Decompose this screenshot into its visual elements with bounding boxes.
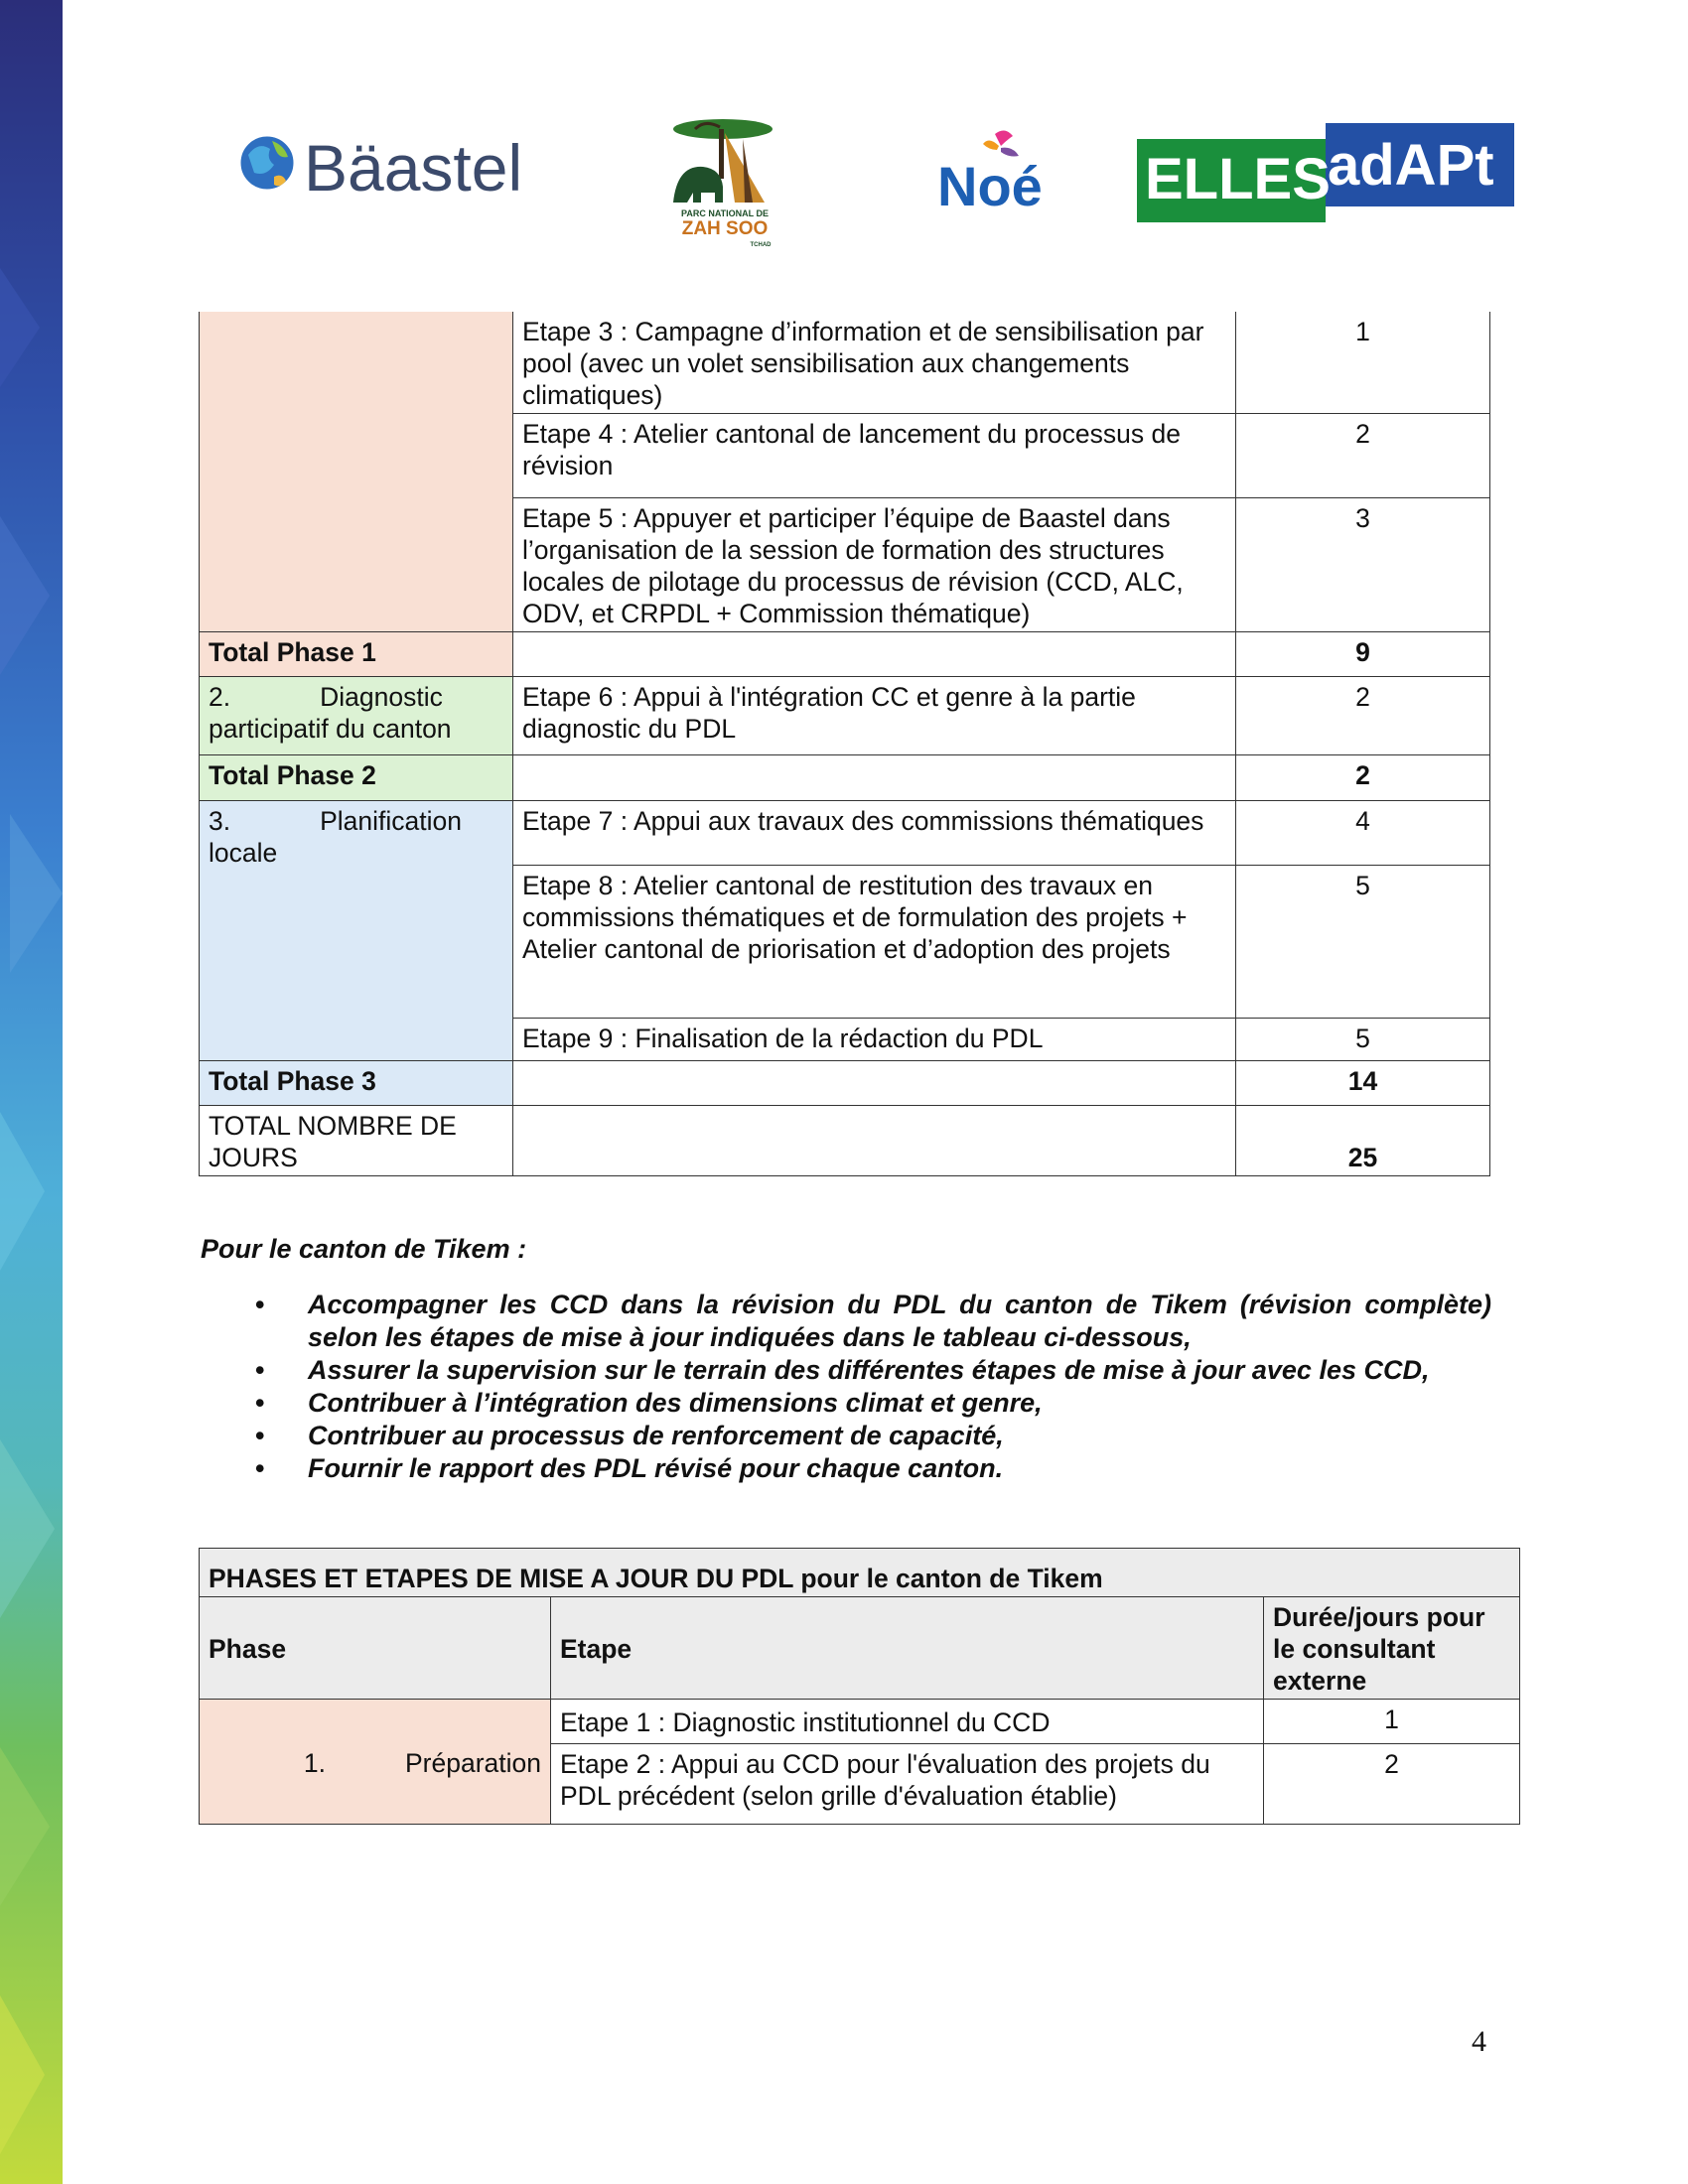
phases-table-continued: [199, 312, 1490, 1176]
table-title: PHASES ET ETAPES DE MISE A JOUR DU PDL pour le canton de Tikem: [200, 1549, 1520, 1597]
phase2-word: Diagnostic: [320, 682, 443, 712]
column-header-days: Durée/jours pour le consultant externe: [1264, 1597, 1520, 1700]
days-cell: 5: [1236, 866, 1490, 1019]
total-phase1-days: 9: [1236, 632, 1490, 677]
svg-text:adAPt: adAPt: [1328, 133, 1494, 198]
tikem-deliverables-list: [201, 1289, 1491, 1485]
phase3-word: Planification: [320, 806, 462, 836]
days-cell: 1: [1264, 1700, 1520, 1744]
list-item: • Fournir le rapport des PDL révisé pour chaque canton.: [201, 1452, 1491, 1485]
empty-cell: [513, 1061, 1236, 1106]
total-phase2-label: Total Phase 2: [200, 755, 513, 801]
days-cell: 2: [1236, 677, 1490, 755]
svg-text:ZAH SOO: ZAH SOO: [681, 218, 769, 239]
phase3-rest: locale: [209, 838, 278, 868]
svg-text:PARC NATIONAL DE: PARC NATIONAL DE: [680, 208, 770, 218]
tikem-heading: Pour le canton de Tikem :: [201, 1234, 527, 1264]
list-item: • Contribuer à l’intégration des dimensions climat et genre,: [201, 1387, 1491, 1420]
etape-cell: Etape 4 : Atelier cantonal de lancement du processus de révision: [513, 414, 1236, 498]
page-number: 4: [1472, 2025, 1486, 2058]
phase1-number: 1.: [303, 1747, 326, 1778]
grand-total-days: 25: [1236, 1106, 1490, 1176]
days-cell: 3: [1236, 498, 1490, 632]
phase1-label: [200, 1700, 551, 1825]
days-cell: 4: [1236, 801, 1490, 866]
phase3-label: [200, 801, 513, 1061]
svg-text:Bäastel: Bäastel: [304, 131, 523, 201]
grand-total-label: TOTAL NOMBRE DE JOURS: [200, 1106, 513, 1176]
list-item: • Assurer la supervision sur le terrain des différentes étapes de mise à jour avec les CCD,: [201, 1354, 1491, 1387]
phase2-number: 2.: [209, 682, 231, 712]
total-phase1-label: Total Phase 1: [200, 632, 513, 677]
zah-soo-logo: [665, 111, 784, 250]
list-item: • Contribuer au processus de renforcement de capacité,: [201, 1420, 1491, 1452]
empty-cell: [513, 632, 1236, 677]
etape-cell: Etape 9 : Finalisation de la rédaction du PDL: [513, 1019, 1236, 1061]
etape-cell: Etape 2 : Appui au CCD pour l'évaluation des projets du PDL précédent (selon grille d'évaluation établie): [551, 1744, 1264, 1825]
phase2-rest: participatif du canton: [209, 714, 452, 744]
etape-cell: Etape 8 : Atelier cantonal de restitution des travaux en commissions thématiques et de formulation des projets + Atelier cantonal de priorisation et d’adoption des projets: [513, 866, 1236, 1019]
phase2-label: [200, 677, 513, 755]
ellesadapt-logo: [1137, 123, 1514, 222]
total-phase3-days: 14: [1236, 1061, 1490, 1106]
etape-cell: Etape 1 : Diagnostic institutionnel du CCD: [551, 1700, 1264, 1744]
empty-cell: [513, 755, 1236, 801]
days-cell: 2: [1264, 1744, 1520, 1825]
etape-cell: Etape 7 : Appui aux travaux des commissions thématiques: [513, 801, 1236, 866]
etape-cell: Etape 6 : Appui à l'intégration CC et genre à la partie diagnostic du PDL: [513, 677, 1236, 755]
etape-cell: Etape 3 : Campagne d’information et de sensibilisation par pool (avec un volet sensibilisation aux changements climatiques): [513, 312, 1236, 414]
svg-text:Noé: Noé: [937, 155, 1043, 213]
noe-logo: [933, 124, 1053, 213]
tikem-phases-table: [199, 1548, 1520, 1825]
baastel-logo: [234, 111, 542, 201]
column-header-phase: Phase: [200, 1597, 551, 1700]
etape-cell: Etape 5 : Appuyer et participer l’équipe de Baastel dans l’organisation de la session de formation des structures locales de pilotage du processus de révision (CCD, ALC, ODV, et CRPDL + Commission thématique): [513, 498, 1236, 632]
phase1-word: Préparation: [404, 1747, 541, 1778]
list-item: • Accompagner les CCD dans la révision du PDL du canton de Tikem (révision complète) selon les étapes de mise à jour indiquées dans le tableau ci-dessous,: [201, 1289, 1491, 1354]
phase3-number: 3.: [209, 806, 231, 836]
column-header-etape: Etape: [551, 1597, 1264, 1700]
days-cell: 5: [1236, 1019, 1490, 1061]
days-cell: 1: [1236, 312, 1490, 414]
empty-cell: [513, 1106, 1236, 1176]
svg-text:ELLES: ELLES: [1145, 147, 1331, 211]
days-cell: 2: [1236, 414, 1490, 498]
phase1-cell: [200, 312, 513, 632]
side-decorative-band: [0, 0, 63, 2184]
total-phase3-label: Total Phase 3: [200, 1061, 513, 1106]
total-phase2-days: 2: [1236, 755, 1490, 801]
svg-text:TCHAD: TCHAD: [750, 242, 772, 248]
